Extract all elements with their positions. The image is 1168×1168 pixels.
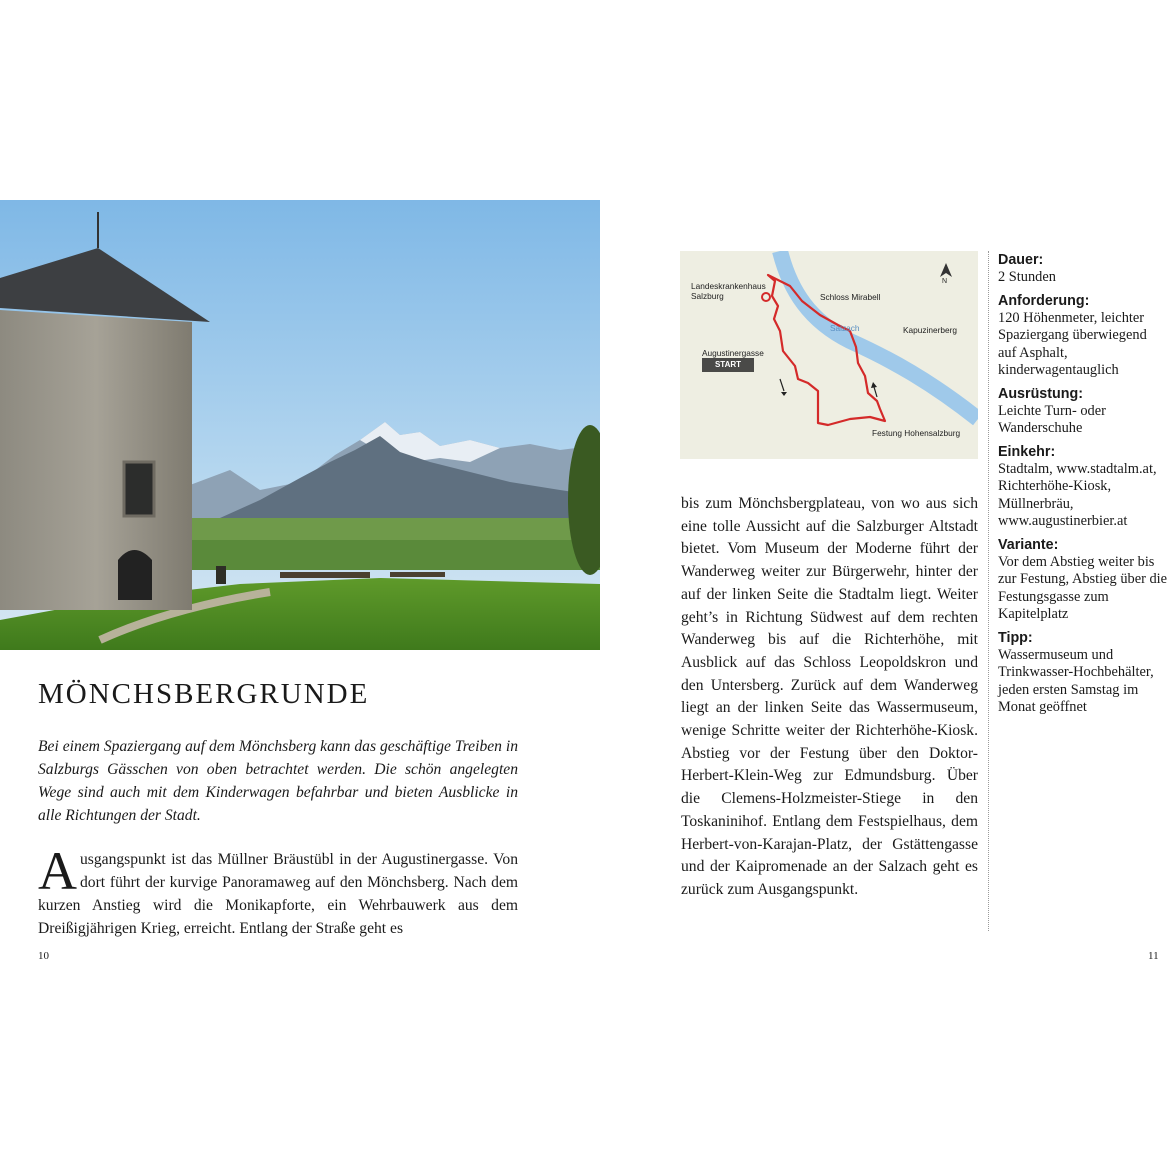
info-text: Stadtalm, www.stadtalm.at, Richterhöhe-Kiosk, Müllnerbräu, www.augustinerbier.at [998, 460, 1157, 529]
info-equipment [998, 385, 1168, 438]
map-label-mirabell: Schloss Mirabell [820, 292, 881, 302]
intro-paragraph: Bei einem Spaziergang auf dem Mönchsberg kann das geschäftige Treiben in Salzburgs Gässchen von oben betrachtet werden. Die schön angelegten Wege sind auch mit dem Kinderwagen befahrbar und bieten Ausblicke in alle Richtungen der Stadt. [38, 738, 518, 824]
hero-photo [0, 200, 600, 650]
page-number-left: 10 [38, 950, 49, 962]
salzach-river [780, 251, 978, 419]
info-text: Leichte Turn- oder Wanderschuhe [998, 402, 1106, 436]
map-label-krankenhaus: Landeskrankenhaus Salzburg [691, 281, 766, 301]
info-tip [998, 629, 1168, 717]
route-map [680, 251, 978, 459]
page-number-right: 11 [1148, 950, 1159, 962]
body-text-left-content: usgangspunkt ist das Müllner Bräustübl in der Augustinergasse. Von dort führt der kurvige Panoramaweg auf den Mönchsberg. Nach dem kurzen Anstieg wird die Monikapforte, ein Wehrbauwerk aus dem Dreißigjährigen Krieg, erreicht. Entlang der Straße geht es [38, 851, 518, 937]
map-label-augustinergasse: Augustinergasse [702, 348, 764, 358]
info-duration [998, 251, 1168, 287]
info-requirements [998, 292, 1168, 380]
info-text: Wassermuseum und Trinkwasser-Hochbehälter, jeden ersten Samstag im Monat geöffnet [998, 646, 1154, 715]
info-heading: Einkehr: [998, 443, 1056, 460]
map-label-north: N [942, 278, 948, 285]
sidebar-divider [988, 251, 989, 931]
drop-cap: A [38, 841, 77, 901]
info-text: 2 Stunden [998, 269, 1056, 285]
body-text-left [38, 841, 518, 940]
info-heading: Dauer: [998, 252, 1044, 268]
map-label-festung: Festung Hohensalzburg [872, 428, 961, 438]
info-heading: Tipp: [998, 629, 1033, 646]
info-heading: Anforderung: [998, 292, 1090, 309]
info-heading: Ausrüstung: [998, 385, 1083, 402]
info-text: 120 Höhenmeter, leichter Spaziergang überwiegend auf Asphalt, kinderwagentauglich [998, 309, 1147, 378]
north-arrow-icon [940, 263, 952, 277]
info-heading: Variante: [998, 536, 1059, 553]
body-text-right: bis zum Mönchsbergplateau, von wo aus sich eine tolle Aussicht auf die Salzburger Altstadt bietet. Vom Museum der Moderne führt der Wanderweg weiter zur Bürgerwehr, hinter der auf der linken Seite die Stadtalm liegt. Weiter geht’s in Richtung Südwest auf dem rechten Wanderweg bis auf die Richterhöhe, mit Ausblick auf das Schloss Leopoldskron und den Untersberg. Zurück auf dem Wanderweg liegt an der linken Seite das Wassermuseum, wenige Schritte weiter der Richterhöhe-Kiosk. Abstieg vor der Festung über den Doktor-Herbert-Klein-Weg zur Edmundsburg. Über die Clemens-Holzmeister-Stiege in den Toskaninihof. Entlang dem Festspielhaus, dem Herbert-von-Karajan-Platz, der Gstättengasse und der Kaipromenade an der Salzach geht es zurück zum Ausgangspunkt. [681, 495, 978, 898]
map-start-label: START [702, 358, 754, 372]
page-title: MÖNCHSBERGRUNDE [38, 678, 370, 710]
map-label-salzach: Salzach [830, 323, 860, 333]
info-variant [998, 536, 1168, 624]
info-text: Vor dem Abstieg weiter bis zur Festung, Abstieg über die Festungsgasse zum Kapitelplatz [998, 553, 1168, 622]
info-sidebar [998, 251, 1168, 722]
info-refreshment [998, 443, 1168, 531]
map-label-kapuzinerberg: Kapuzinerberg [903, 325, 957, 335]
